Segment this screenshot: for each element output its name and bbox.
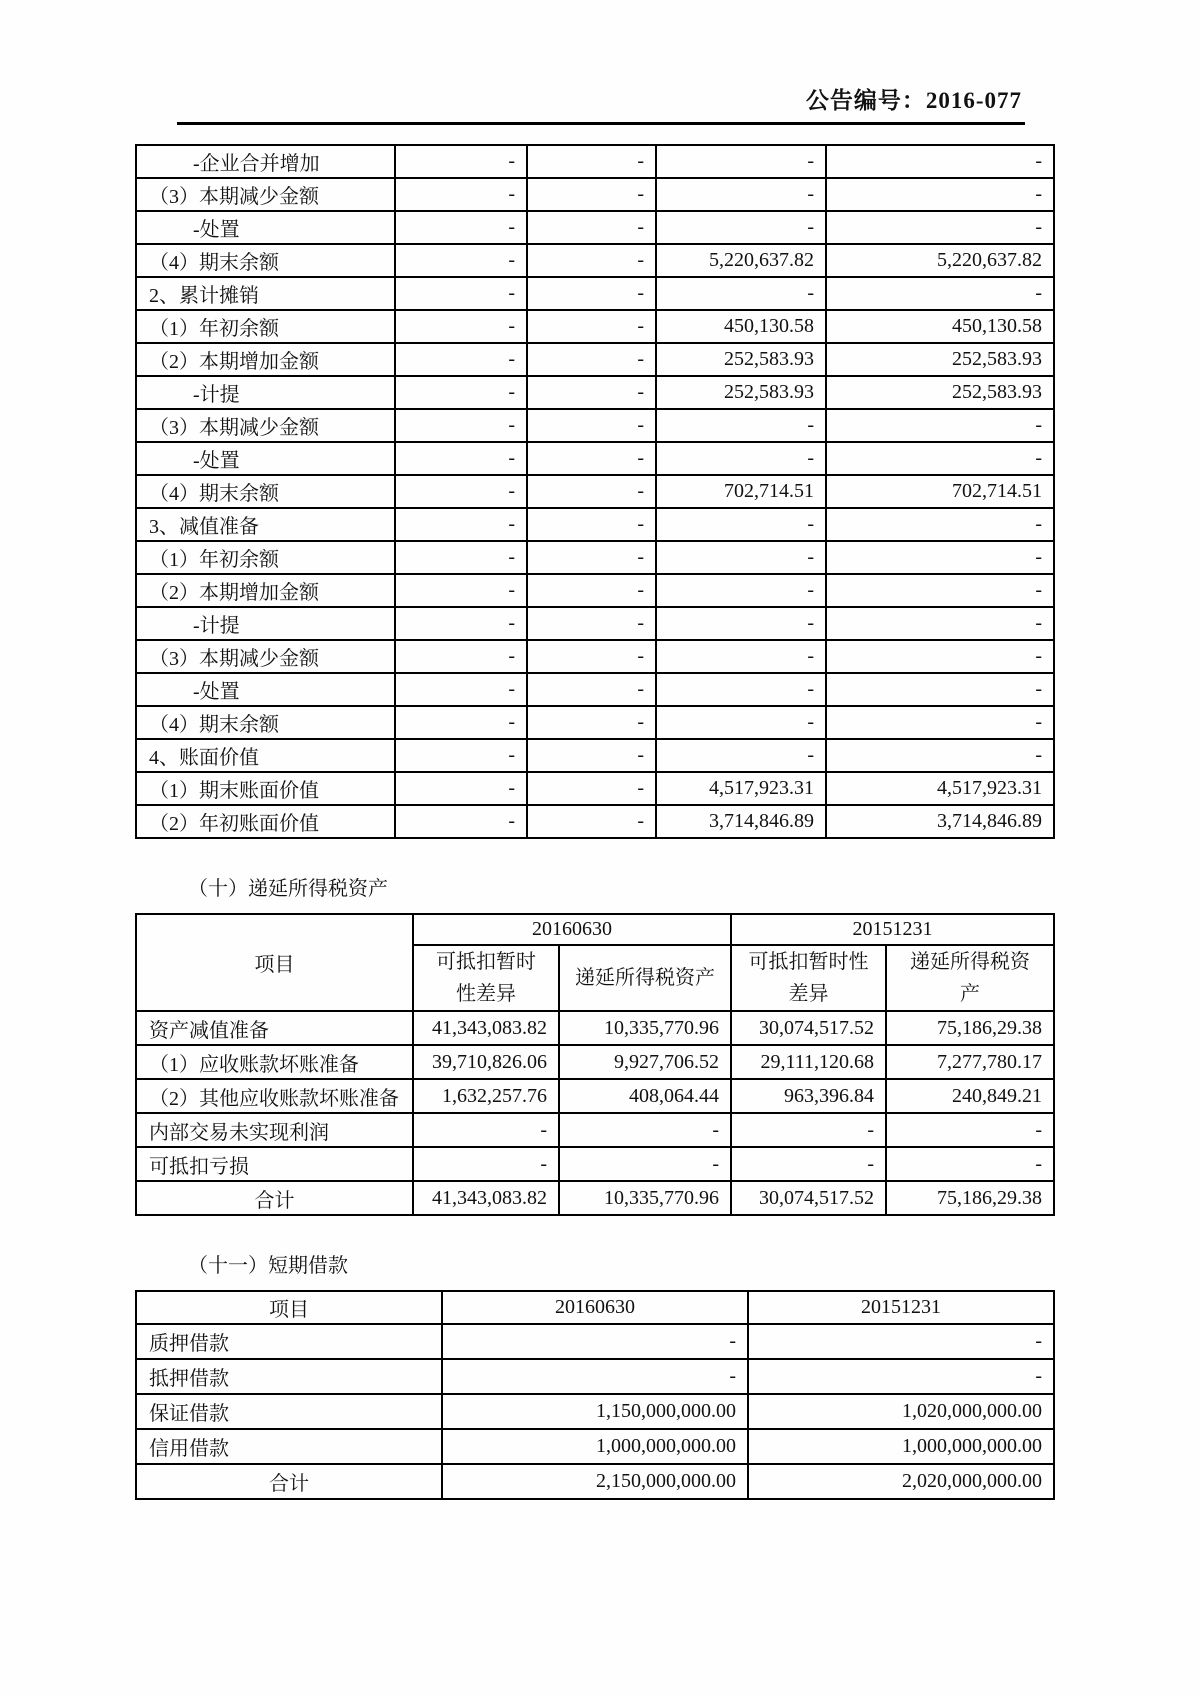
cell-value: - — [395, 805, 527, 838]
cell-value: - — [395, 640, 527, 673]
cell-value: 75,186,29.38 — [886, 1181, 1054, 1215]
cell-value: - — [826, 607, 1054, 640]
cell-value: - — [656, 541, 826, 574]
cell-value: - — [527, 244, 656, 277]
table-row — [136, 706, 1054, 739]
row-label: 保证借款 — [136, 1394, 442, 1429]
deferred-tax-assets-table — [135, 913, 1055, 1216]
table-row — [136, 475, 1054, 508]
cell-value: - — [826, 508, 1054, 541]
cell-value: 1,632,257.76 — [413, 1079, 559, 1113]
cell-value: - — [748, 1359, 1054, 1394]
cell-value: 30,074,517.52 — [731, 1181, 886, 1215]
cell-value: - — [826, 673, 1054, 706]
cell-value: - — [527, 508, 656, 541]
cell-value: 39,710,826.06 — [413, 1045, 559, 1079]
cell-value: - — [527, 310, 656, 343]
table-row — [136, 673, 1054, 706]
cell-value: - — [826, 640, 1054, 673]
row-label: （4）期末余额 — [136, 706, 395, 739]
cell-value: - — [656, 442, 826, 475]
cell-value: - — [442, 1324, 748, 1359]
row-label: 抵押借款 — [136, 1359, 442, 1394]
row-label: -处置 — [136, 673, 395, 706]
cell-value: 75,186,29.38 — [886, 1011, 1054, 1045]
cell-value: - — [527, 640, 656, 673]
row-label: -处置 — [136, 211, 395, 244]
cell-value: 408,064.44 — [559, 1079, 731, 1113]
cell-value: - — [395, 607, 527, 640]
table-row — [136, 805, 1054, 838]
row-label: 3、减值准备 — [136, 508, 395, 541]
cell-value: - — [395, 706, 527, 739]
row-label: 内部交易未实现利润 — [136, 1113, 413, 1147]
section-title-short-term-loans: （十一）短期借款 — [188, 1255, 348, 1277]
table-row — [136, 1181, 1054, 1215]
cell-value: - — [527, 475, 656, 508]
announcement-number: 公告编号：2016-077 — [805, 88, 1022, 113]
row-label: 合计 — [136, 1464, 442, 1499]
table-row — [136, 640, 1054, 673]
row-label: （1）年初余额 — [136, 541, 395, 574]
cell-value: - — [826, 409, 1054, 442]
cell-value: 30,074,517.52 — [731, 1011, 886, 1045]
cell-value: 3,714,846.89 — [656, 805, 826, 838]
row-label: （4）期末余额 — [136, 475, 395, 508]
row-label: 2、累计摊销 — [136, 277, 395, 310]
column-header-period-20151231: 20151231 — [731, 914, 1054, 945]
cell-value: - — [886, 1147, 1054, 1181]
cell-value: - — [656, 277, 826, 310]
table-header-row — [136, 914, 1054, 945]
table-row — [136, 442, 1054, 475]
cell-value: 702,714.51 — [656, 475, 826, 508]
cell-value: - — [826, 178, 1054, 211]
table-row — [136, 1045, 1054, 1079]
cell-value: - — [656, 706, 826, 739]
cell-value: 7,277,780.17 — [886, 1045, 1054, 1079]
cell-value: - — [826, 442, 1054, 475]
column-header-period-20160630: 20160630 — [442, 1291, 748, 1324]
cell-value: - — [395, 574, 527, 607]
row-label: （1）应收账款坏账准备 — [136, 1045, 413, 1079]
table-header-row — [136, 1291, 1054, 1324]
cell-value: - — [656, 508, 826, 541]
cell-value: 252,583.93 — [656, 343, 826, 376]
row-label: （1）期末账面价值 — [136, 772, 395, 805]
row-label: 4、账面价值 — [136, 739, 395, 772]
column-header-period-20160630: 20160630 — [413, 914, 731, 945]
table-row — [136, 607, 1054, 640]
row-label: （2）本期增加金额 — [136, 574, 395, 607]
cell-value: 10,335,770.96 — [559, 1181, 731, 1215]
cell-value: - — [656, 640, 826, 673]
table-row — [136, 1113, 1054, 1147]
row-label: （3）本期减少金额 — [136, 178, 395, 211]
column-header-deferred-tax-asset: 递延所得税资产 — [559, 945, 731, 1011]
cell-value: - — [395, 277, 527, 310]
cell-value: 5,220,637.82 — [656, 244, 826, 277]
cell-value: - — [527, 772, 656, 805]
row-label: -企业合并增加 — [136, 145, 395, 178]
cell-value: 9,927,706.52 — [559, 1045, 731, 1079]
column-header-period-20151231: 20151231 — [748, 1291, 1054, 1324]
cell-value: - — [826, 145, 1054, 178]
cell-value: - — [826, 739, 1054, 772]
cell-value: 41,343,083.82 — [413, 1181, 559, 1215]
cell-value: - — [395, 673, 527, 706]
cell-value: - — [527, 178, 656, 211]
table-row — [136, 1079, 1054, 1113]
table-row — [136, 310, 1054, 343]
cell-value: 1,150,000,000.00 — [442, 1394, 748, 1429]
cell-value: - — [559, 1113, 731, 1147]
cell-value: - — [527, 343, 656, 376]
row-label: 质押借款 — [136, 1324, 442, 1359]
cell-value: - — [527, 706, 656, 739]
row-label: （2）年初账面价值 — [136, 805, 395, 838]
header-rule — [177, 122, 1025, 125]
row-label: （3）本期减少金额 — [136, 640, 395, 673]
cell-value: 1,020,000,000.00 — [748, 1394, 1054, 1429]
cell-value: - — [527, 442, 656, 475]
table-row — [136, 145, 1054, 178]
table-row — [136, 1429, 1054, 1464]
table-row — [136, 409, 1054, 442]
cell-value: 963,396.84 — [731, 1079, 886, 1113]
cell-value: - — [395, 376, 527, 409]
cell-value: - — [395, 178, 527, 211]
cell-value: 29,111,120.68 — [731, 1045, 886, 1079]
cell-value: - — [731, 1113, 886, 1147]
cell-value: - — [826, 277, 1054, 310]
cell-value: - — [656, 739, 826, 772]
cell-value: - — [395, 442, 527, 475]
section-title-deferred-tax-assets: （十）递延所得税资产 — [188, 878, 388, 900]
cell-value: - — [395, 508, 527, 541]
row-label: 可抵扣亏损 — [136, 1147, 413, 1181]
cell-value: - — [413, 1147, 559, 1181]
table-row — [136, 508, 1054, 541]
intangible-assets-note-table — [135, 144, 1055, 839]
table-row — [136, 772, 1054, 805]
row-label: 信用借款 — [136, 1429, 442, 1464]
cell-value: - — [395, 739, 527, 772]
cell-value: - — [656, 607, 826, 640]
column-header-item: 项目 — [136, 1291, 442, 1324]
table-row — [136, 277, 1054, 310]
cell-value: - — [826, 706, 1054, 739]
cell-value: 240,849.21 — [886, 1079, 1054, 1113]
cell-value: - — [826, 574, 1054, 607]
table-row — [136, 1147, 1054, 1181]
row-label: （1）年初余额 — [136, 310, 395, 343]
table-row — [136, 343, 1054, 376]
cell-value: 2,020,000,000.00 — [748, 1464, 1054, 1499]
row-label: -计提 — [136, 607, 395, 640]
row-label: -计提 — [136, 376, 395, 409]
cell-value: - — [527, 211, 656, 244]
cell-value: - — [442, 1359, 748, 1394]
table-row — [136, 1011, 1054, 1045]
table-row — [136, 1394, 1054, 1429]
cell-value: - — [395, 343, 527, 376]
table-row — [136, 178, 1054, 211]
column-header-item: 项目 — [136, 914, 413, 1011]
cell-value: - — [395, 541, 527, 574]
cell-value: - — [527, 409, 656, 442]
cell-value: 1,000,000,000.00 — [748, 1429, 1054, 1464]
table-row — [136, 1324, 1054, 1359]
row-label: （4）期末余额 — [136, 244, 395, 277]
cell-value: - — [886, 1113, 1054, 1147]
cell-value: - — [395, 145, 527, 178]
cell-value: 252,583.93 — [826, 376, 1054, 409]
cell-value: - — [656, 145, 826, 178]
row-label: （2）其他应收账款坏账准备 — [136, 1079, 413, 1113]
cell-value: - — [527, 574, 656, 607]
cell-value: 4,517,923.31 — [656, 772, 826, 805]
cell-value: - — [395, 772, 527, 805]
cell-value: - — [527, 277, 656, 310]
cell-value: - — [395, 475, 527, 508]
row-label: （2）本期增加金额 — [136, 343, 395, 376]
cell-value: - — [527, 805, 656, 838]
cell-value: - — [826, 211, 1054, 244]
cell-value: - — [527, 607, 656, 640]
cell-value: 5,220,637.82 — [826, 244, 1054, 277]
cell-value: 1,000,000,000.00 — [442, 1429, 748, 1464]
column-header-deductible-temp-diff: 可抵扣暂时性差异 — [731, 945, 886, 1011]
row-label: 合计 — [136, 1181, 413, 1215]
table-row — [136, 211, 1054, 244]
cell-value: - — [395, 310, 527, 343]
row-label: 资产减值准备 — [136, 1011, 413, 1045]
column-header-deductible-temp-diff: 可抵扣暂时性差异 — [413, 945, 559, 1011]
cell-value: - — [731, 1147, 886, 1181]
cell-value: 252,583.93 — [826, 343, 1054, 376]
table-row — [136, 376, 1054, 409]
cell-value: - — [527, 376, 656, 409]
row-label: （3）本期减少金额 — [136, 409, 395, 442]
table-row — [136, 739, 1054, 772]
cell-value: - — [656, 574, 826, 607]
cell-value: 702,714.51 — [826, 475, 1054, 508]
cell-value: - — [559, 1147, 731, 1181]
cell-value: - — [527, 541, 656, 574]
cell-value: - — [395, 244, 527, 277]
cell-value: - — [395, 409, 527, 442]
column-header-deferred-tax-asset: 递延所得税资产 — [886, 945, 1054, 1011]
cell-value: - — [527, 739, 656, 772]
cell-value: - — [656, 178, 826, 211]
cell-value: - — [826, 541, 1054, 574]
cell-value: 450,130.58 — [656, 310, 826, 343]
cell-value: - — [395, 211, 527, 244]
cell-value: - — [527, 145, 656, 178]
cell-value: - — [656, 673, 826, 706]
cell-value: - — [413, 1113, 559, 1147]
cell-value: - — [748, 1324, 1054, 1359]
cell-value: 2,150,000,000.00 — [442, 1464, 748, 1499]
table-row — [136, 541, 1054, 574]
cell-value: 450,130.58 — [826, 310, 1054, 343]
table-row — [136, 1464, 1054, 1499]
cell-value: - — [656, 409, 826, 442]
row-label: -处置 — [136, 442, 395, 475]
table-row — [136, 574, 1054, 607]
cell-value: 41,343,083.82 — [413, 1011, 559, 1045]
cell-value: 3,714,846.89 — [826, 805, 1054, 838]
short-term-loans-table — [135, 1290, 1055, 1500]
cell-value: 252,583.93 — [656, 376, 826, 409]
table-row — [136, 244, 1054, 277]
cell-value: - — [527, 673, 656, 706]
cell-value: 10,335,770.96 — [559, 1011, 731, 1045]
cell-value: - — [656, 211, 826, 244]
cell-value: 4,517,923.31 — [826, 772, 1054, 805]
table-row — [136, 1359, 1054, 1394]
